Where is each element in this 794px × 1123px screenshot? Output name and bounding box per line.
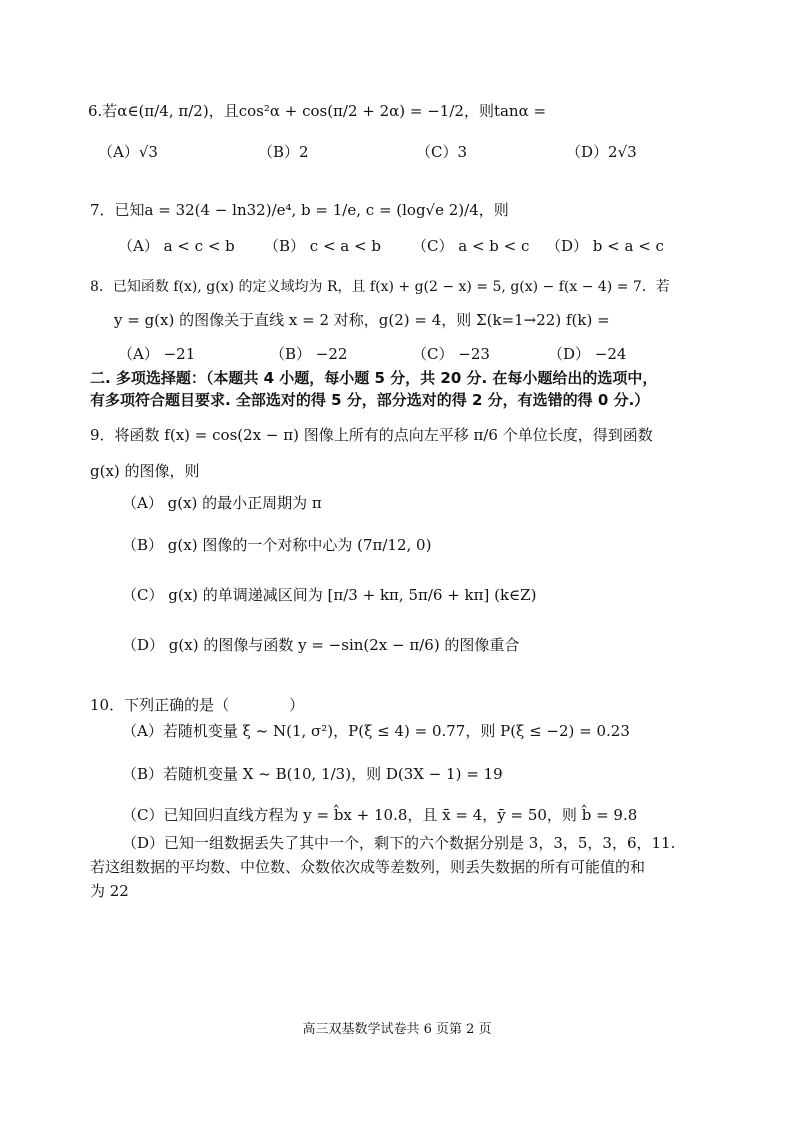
q6-option-a: （A）√3 [98, 143, 158, 161]
q7-option-b: （B） c < a < b [264, 237, 381, 255]
q10-option-c: （C）已知回归直线方程为 y = b̂x + 10.8，且 x̄ = 4，ȳ = 50，则 b̂ = 9.8 [122, 806, 638, 824]
q9-option-c: （C） g(x) 的单调递减区间为 [π/3 + kπ, 5π/6 + kπ] (k∈Z) [122, 586, 537, 604]
q9-stem-line1: 9．将函数 f(x) = cos(2x − π) 图像上所有的点向左平移 π/6 个单位长度，得到函数 [90, 426, 653, 444]
q8-option-a: （A） −21 [118, 345, 196, 363]
q8-stem-line1: 8．已知函数 f(x), g(x) 的定义域均为 R，且 f(x) + g(2 − x) = 5, g(x) − f(x − 4) = 7．若 [90, 279, 670, 295]
q9-option-a: （A） g(x) 的最小正周期为 π [122, 494, 322, 512]
q7-option-d: （D） b < a < c [546, 237, 664, 255]
q9-option-b: （B） g(x) 图像的一个对称中心为 (7π/12, 0) [122, 536, 432, 554]
q6-stem: 6.若α∈(π/4, π/2)，且cos²α + cos(π/2 + 2α) = −1/2，则tanα = [88, 102, 547, 120]
q10-stem: 10．下列正确的是（ ） [90, 696, 305, 714]
q6-option-d: （D）2√3 [566, 143, 637, 161]
section2-heading-line2: 有多项符合题目要求. 全部选对的得 5 分，部分选对的得 2 分，有选错的得 0 分.） [90, 391, 650, 409]
page-footer: 高三双基数学试卷共 6 页第 2 页 [302, 1022, 492, 1037]
q10-option-d-line2: 若这组数据的平均数、中位数、众数依次成等差数列，则丢失数据的所有可能值的和 [90, 858, 646, 876]
q10-option-a: （A）若随机变量 ξ ~ N(1, σ²)，P(ξ ≤ 4) = 0.77，则 P(ξ ≤ −2) = 0.23 [122, 722, 630, 740]
q8-option-c: （C） −23 [412, 345, 490, 363]
q8-option-b: （B） −22 [270, 345, 348, 363]
q10-option-d-line3: 为 22 [90, 882, 129, 900]
q7-option-a: （A） a < c < b [118, 237, 235, 255]
q7-option-c: （C） a < b < c [412, 237, 530, 255]
q6-option-b: （B）2 [258, 143, 309, 161]
q9-option-d: （D） g(x) 的图像与函数 y = −sin(2x − π/6) 的图像重合 [122, 636, 520, 654]
q9-stem-line2: g(x) 的图像，则 [90, 462, 200, 480]
section2-heading-line1: 二. 多项选择题：（本题共 4 小题，每小题 5 分，共 20 分. 在每小题给出的选项中， [90, 369, 658, 387]
q6-option-c: （C）3 [416, 143, 468, 161]
q7-stem: 7．已知a = 32(4 − ln32)/e⁴, b = 1/e, c = (log√e 2)/4，则 [90, 201, 509, 219]
q8-stem-line2: y = g(x) 的图像关于直线 x = 2 对称，g(2) = 4，则 Σ(k=1→22) f(k) = [114, 311, 610, 329]
q10-option-d-line1: （D）已知一组数据丢失了其中一个，剩下的六个数据分别是 3，3，5，3，6，11. [122, 834, 676, 852]
q8-option-d: （D） −24 [548, 345, 627, 363]
q10-option-b: （B）若随机变量 X ~ B(10, 1/3)，则 D(3X − 1) = 19 [122, 765, 503, 783]
